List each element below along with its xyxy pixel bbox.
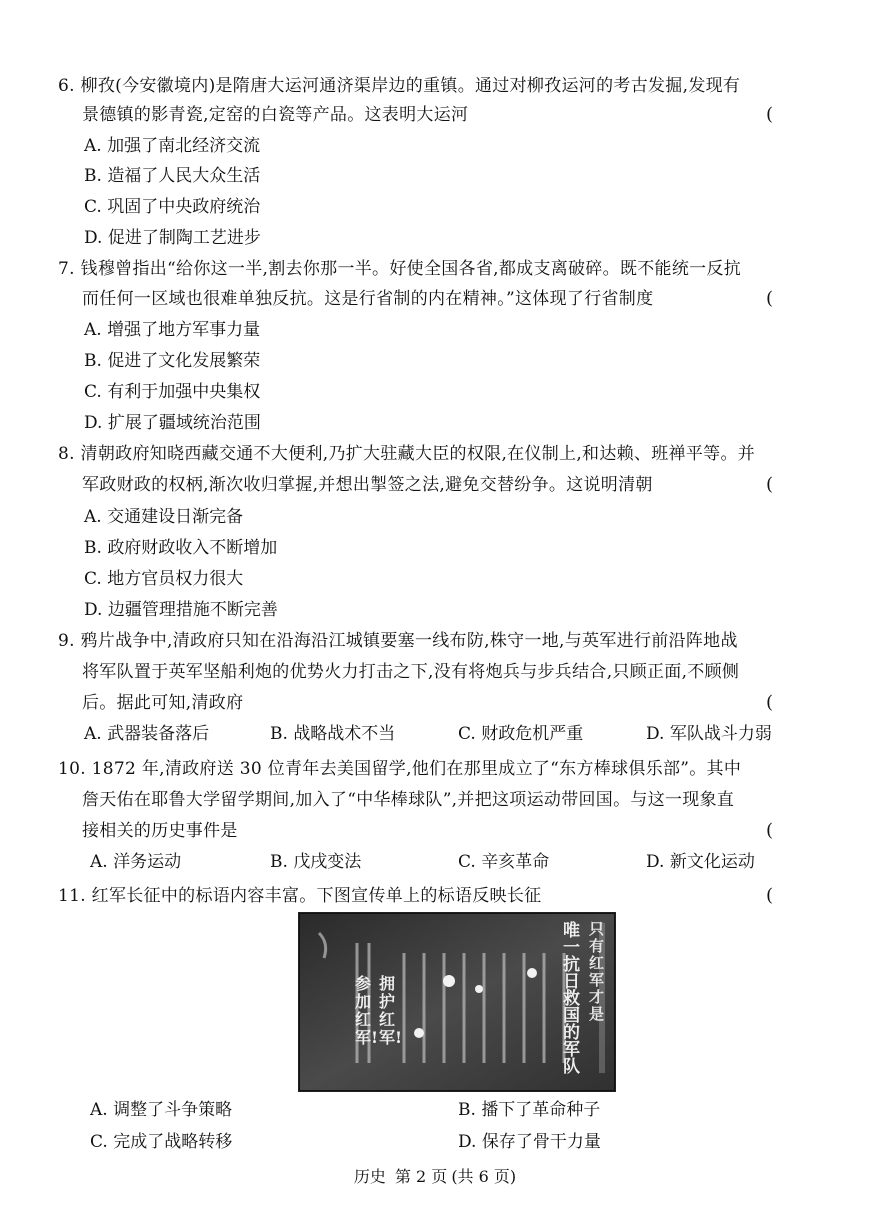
q9-option-a[interactable]: A. 武器装备落后 <box>84 724 210 744</box>
q6-stem-line-1: 6. 柳孜(今安徽境内)是隋唐大运河通济渠岸边的重镇。通过对柳孜运河的考古发掘,发现有 <box>58 76 741 96</box>
q9-option-b[interactable]: B. 战略战术不当 <box>270 724 396 744</box>
q8-stem-line-2: 军政财政的权柄,渐次收归掌握,并想出掣签之法,避免交替纷争。这说明清朝 <box>82 475 653 495</box>
q6-stem-line-2: 景德镇的影青瓷,定窑的白瓷等产品。这表明大运河 <box>82 105 469 125</box>
q11-option-d[interactable]: D. 保存了骨干力量 <box>458 1132 601 1152</box>
q8-answer-paren[interactable]: ( <box>766 474 774 495</box>
q7-option-a[interactable]: A. 增强了地方军事力量 <box>84 320 261 340</box>
q6-option-d[interactable]: D. 促进了制陶工艺进步 <box>84 228 261 248</box>
q7-option-d[interactable]: D. 扩展了疆域统治范围 <box>84 413 261 433</box>
q6-answer-paren[interactable]: ( <box>766 104 774 125</box>
q7-stem-line-1: 7. 钱穆曾指出“给你这一半,割去你那一半。好使全国各省,都成支离破碎。既不能统一反抗 <box>58 259 742 279</box>
leaflet-right-header: 只有红军才是 <box>589 920 605 1023</box>
q9-stem-line-1: 9. 鸦片战争中,清政府只知在沿海沿江城镇要塞一线布防,株守一地,与英军进行前沿阵地战 <box>58 631 738 651</box>
q9-option-c[interactable]: C. 财政危机严重 <box>458 724 584 744</box>
q7-stem-line-2: 而任何一区域也很难单独反抗。这是行省制的内在精神。”这体现了行省制度 <box>82 289 654 309</box>
leaflet-banner: 唯一抗日救国的军队 <box>563 921 580 1077</box>
q7-option-b[interactable]: B. 促进了文化发展繁荣 <box>84 351 261 371</box>
q6-option-c[interactable]: C. 巩固了中央政府统治 <box>84 197 261 217</box>
q9-answer-paren[interactable]: ( <box>766 692 774 713</box>
q11-option-c[interactable]: C. 完成了战略转移 <box>90 1132 233 1152</box>
leaflet-left-slogan-2: 参加红军! <box>355 974 379 1047</box>
q11-option-a[interactable]: A. 调整了斗争策略 <box>90 1100 233 1120</box>
q9-option-d[interactable]: D. 军队战斗力弱 <box>646 724 772 744</box>
q6-option-b[interactable]: B. 造福了人民大众生活 <box>84 166 261 186</box>
q10-answer-paren[interactable]: ( <box>766 820 774 841</box>
q10-stem-line-2: 詹天佑在耶鲁大学留学期间,加入了“中华棒球队”,并把这项运动带回国。与这一现象直 <box>82 790 735 810</box>
q6-option-a[interactable]: A. 加强了南北经济交流 <box>84 136 261 156</box>
q7-option-c[interactable]: C. 有利于加强中央集权 <box>84 382 261 402</box>
q11-option-b[interactable]: B. 播下了革命种子 <box>458 1100 601 1120</box>
page-footer <box>0 1166 870 1188</box>
q10-stem-line-3: 接相关的历史事件是 <box>82 821 238 841</box>
q8-stem-line-1: 8. 清朝政府知晓西藏交通不大便利,乃扩大驻藏大臣的权限,在仪制上,和达赖、班禅平等。并 <box>58 444 756 464</box>
q9-stem-line-3: 后。据此可知,清政府 <box>82 693 244 713</box>
q10-option-b[interactable]: B. 戊戌变法 <box>270 852 362 872</box>
q10-option-c[interactable]: C. 辛亥革命 <box>458 852 550 872</box>
footer-page: 第 2 页 <box>394 1167 448 1186</box>
q10-option-d[interactable]: D. 新文化运动 <box>646 852 755 872</box>
q10-stem-line-1: 10. 1872 年,清政府送 30 位青年去美国留学,他们在那里成立了“东方棒球俱乐部”。其中 <box>58 759 742 779</box>
q11-stem-line-1: 11. 红军长征中的标语内容丰富。下图宣传单上的标语反映长征 <box>58 886 542 906</box>
q8-option-a[interactable]: A. 交通建设日渐完备 <box>84 507 244 527</box>
q10-option-a[interactable]: A. 洋务运动 <box>90 852 182 872</box>
q9-stem-line-2: 将军队置于英军坚船利炮的优势火力打击之下,没有将炮兵与步兵结合,只顾正面,不顾侧 <box>82 662 740 682</box>
q7-answer-paren[interactable]: ( <box>766 288 774 309</box>
red-army-leaflet-photo <box>298 912 616 1092</box>
q8-option-d[interactable]: D. 边疆管理措施不断完善 <box>84 600 278 620</box>
q8-option-c[interactable]: C. 地方官员权力很大 <box>84 569 244 589</box>
leaflet-left-slogan-1: 拥护红军! <box>379 974 403 1047</box>
footer-subject: 历史 <box>353 1167 386 1186</box>
q8-option-b[interactable]: B. 政府财政收入不断增加 <box>84 538 278 558</box>
footer-total: (共 6 页) <box>451 1167 517 1186</box>
q11-answer-paren[interactable]: ( <box>766 885 774 906</box>
